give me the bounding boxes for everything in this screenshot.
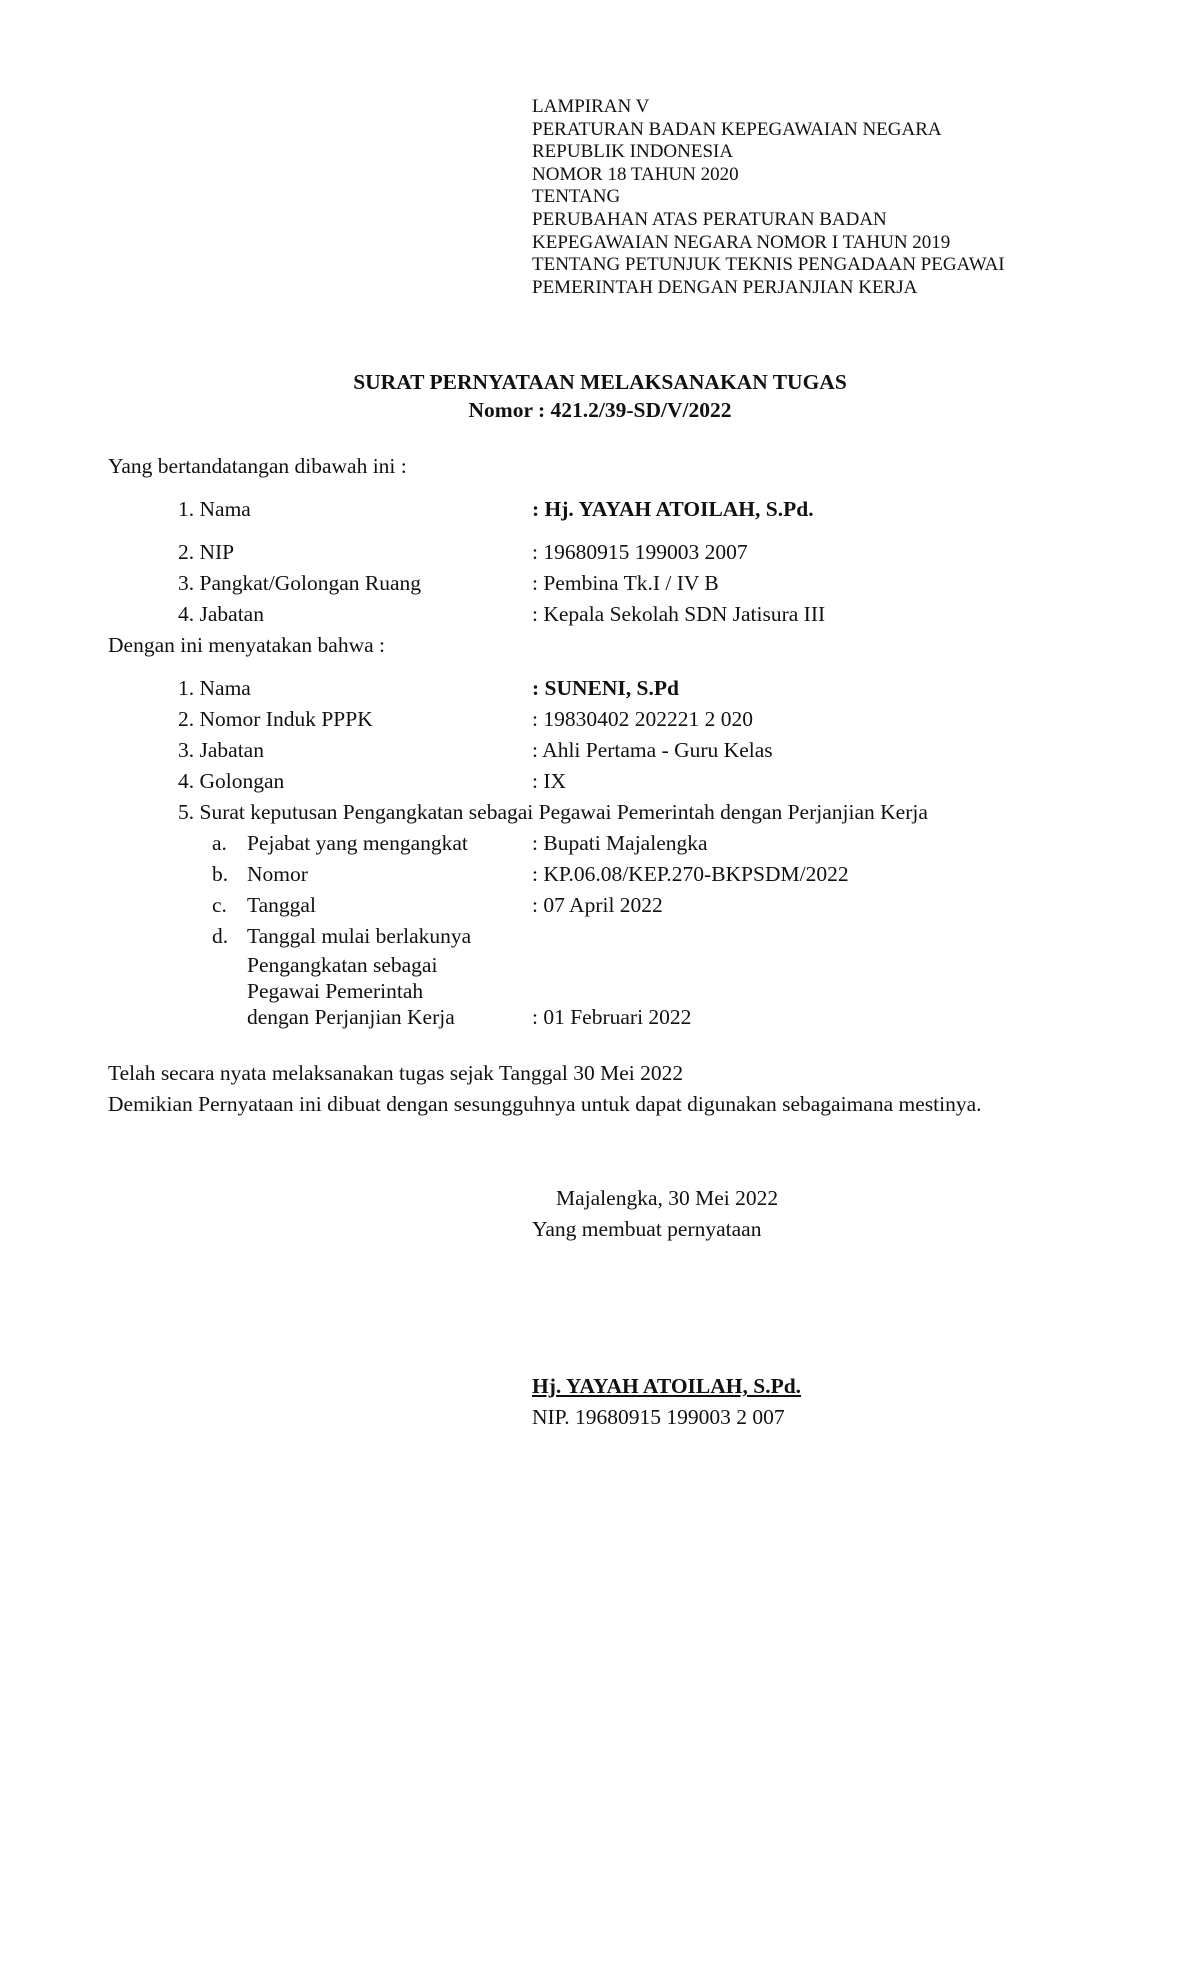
sk-letter: a. bbox=[212, 831, 227, 855]
sk-letter: b. bbox=[212, 862, 229, 886]
employee-name-value: : SUNENI, S.Pd bbox=[532, 676, 679, 700]
signer-value: : Pembina Tk.I / IV B bbox=[532, 571, 719, 595]
signature-name bbox=[532, 1373, 801, 1399]
signature-nip: NIP. 19680915 199003 2 007 bbox=[532, 1405, 785, 1429]
sk-value: : KP.06.08/KEP.270-BKPSDM/2022 bbox=[532, 862, 849, 886]
signer-label: 3. Pangkat/Golongan Ruang bbox=[178, 571, 422, 595]
signer-intro: Yang bertandatangan dibawah ini : bbox=[108, 454, 407, 478]
lampiran-line: PEMERINTAH DENGAN PERJANJIAN KERJA bbox=[532, 276, 918, 298]
lampiran-line: REPUBLIK INDONESIA bbox=[532, 141, 734, 163]
sk-label-line: Pengangkatan sebagai bbox=[247, 953, 438, 977]
signer-label: 4. Jabatan bbox=[178, 602, 264, 626]
employee-value: : Ahli Pertama - Guru Kelas bbox=[532, 738, 773, 762]
lampiran-line: TENTANG PETUNJUK TEKNIS PENGADAAN PEGAWAI bbox=[532, 254, 1005, 276]
sk-value: : Bupati Majalengka bbox=[532, 831, 708, 855]
sk-label-line: dengan Perjanjian Kerja bbox=[247, 1005, 455, 1029]
lampiran-line: TENTANG bbox=[532, 186, 621, 208]
lampiran-line: KEPEGAWAIAN NEGARA NOMOR I TAHUN 2019 bbox=[532, 231, 951, 253]
signer-value bbox=[532, 496, 814, 522]
sk-label-line: Tanggal mulai berlakunya bbox=[247, 924, 472, 948]
sk-heading: 5. Surat keputusan Pengangkatan sebagai Pegawai Pemerintah dengan Perjanjian Kerja bbox=[178, 800, 928, 824]
declare-intro: Dengan ini menyatakan bahwa : bbox=[108, 633, 386, 657]
lampiran-header bbox=[532, 96, 1005, 299]
sk-value: : 07 April 2022 bbox=[532, 893, 663, 917]
signer-name-value: : Hj. YAYAH ATOILAH, S.Pd. bbox=[532, 497, 814, 521]
document-number: Nomor : 421.2/39-SD/V/2022 bbox=[468, 398, 732, 422]
sk-label: Nomor bbox=[247, 862, 308, 886]
sk-label-line: Pegawai Pemerintah bbox=[247, 979, 424, 1003]
employee-value bbox=[532, 675, 679, 701]
employee-label: 1. Nama bbox=[178, 676, 251, 700]
sk-letter: d. bbox=[212, 924, 229, 948]
closing-line: Demikian Pernyataan ini dibuat dengan sesungguhnya untuk dapat digunakan sebagaimana mestinya. bbox=[108, 1092, 982, 1116]
signature-name-text: Hj. YAYAH ATOILAH, S.Pd. bbox=[532, 1374, 802, 1398]
lampiran-line: PERATURAN BADAN KEPEGAWAIAN NEGARA bbox=[532, 118, 942, 140]
sk-label: Pejabat yang mengangkat bbox=[247, 831, 468, 855]
lampiran-line: NOMOR 18 TAHUN 2020 bbox=[532, 163, 739, 185]
signer-value: : Kepala Sekolah SDN Jatisura III bbox=[532, 602, 826, 626]
employee-label: 2. Nomor Induk PPPK bbox=[178, 707, 373, 731]
employee-value: : IX bbox=[532, 769, 567, 793]
lampiran-line: LAMPIRAN V bbox=[532, 96, 650, 117]
sk-label: Tanggal bbox=[247, 893, 316, 917]
lampiran-line: PERUBAHAN ATAS PERATURAN BADAN bbox=[532, 208, 887, 230]
employee-label: 3. Jabatan bbox=[178, 738, 264, 762]
employee-value: : 19830402 202221 2 020 bbox=[532, 707, 753, 731]
signature-role: Yang membuat pernyataan bbox=[532, 1217, 762, 1241]
closing-line: Telah secara nyata melaksanakan tugas sejak Tanggal 30 Mei 2022 bbox=[108, 1061, 684, 1085]
sk-value: : 01 Februari 2022 bbox=[532, 1005, 692, 1029]
signer-value: : 19680915 199003 2007 bbox=[532, 540, 748, 564]
signer-label: 1. Nama bbox=[178, 497, 251, 521]
signer-label: 2. NIP bbox=[178, 540, 235, 564]
document-title: SURAT PERNYATAAN MELAKSANAKAN TUGAS bbox=[353, 370, 847, 394]
signature-place-date: Majalengka, 30 Mei 2022 bbox=[556, 1186, 779, 1210]
employee-label: 4. Golongan bbox=[178, 769, 285, 793]
sk-letter: c. bbox=[212, 893, 227, 917]
